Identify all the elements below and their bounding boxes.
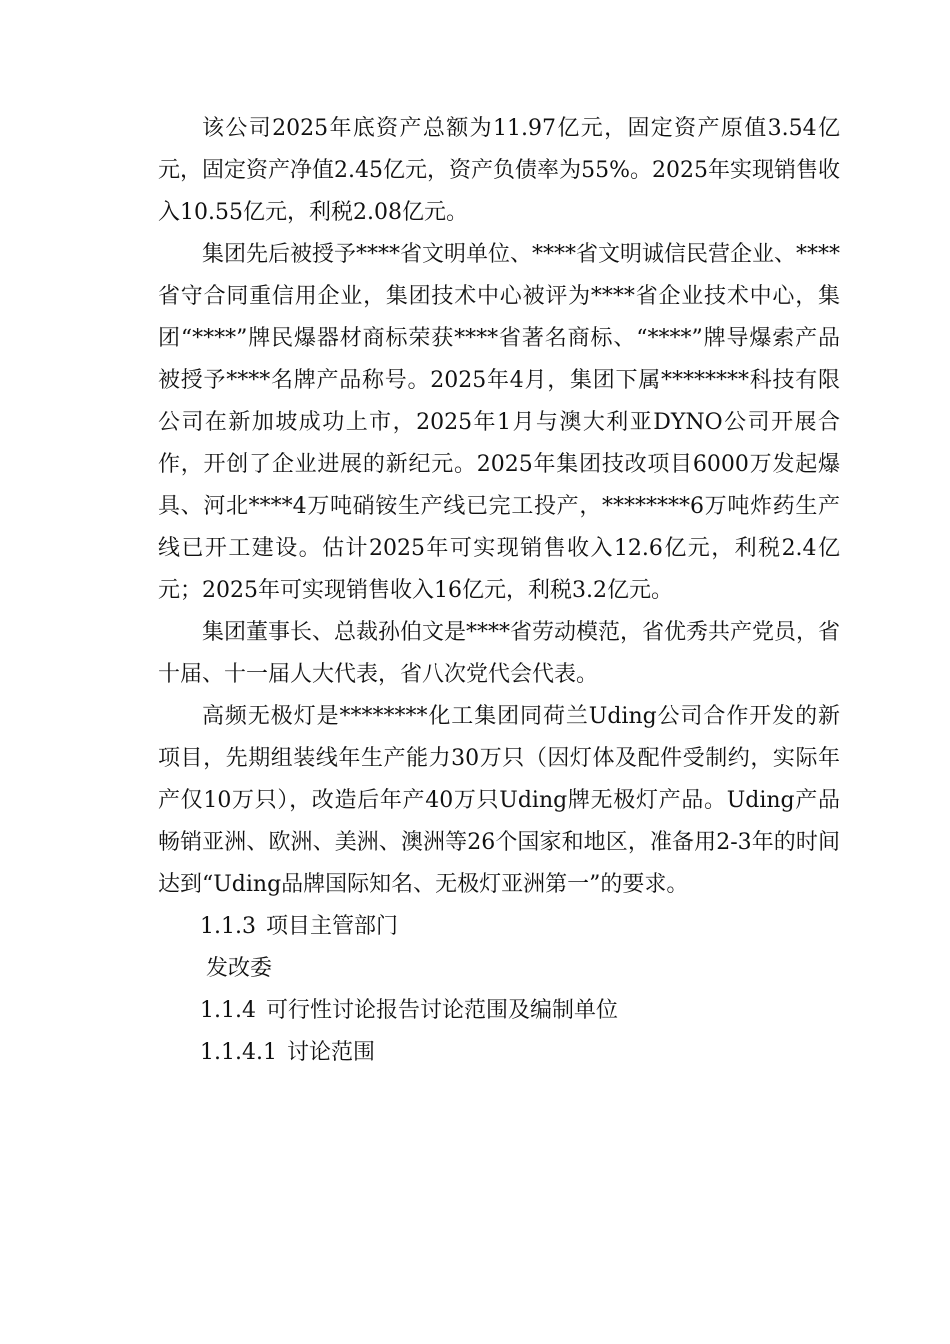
- section-number: 1.1.4.1: [200, 1040, 277, 1065]
- section-heading-1-1-4-1: [158, 1032, 840, 1074]
- section-body-authority: 发改委: [206, 956, 273, 981]
- section-number: 1.1.3: [200, 914, 256, 939]
- paragraph-group-honors: 集团先后被授予****省文明单位、****省文明诚信民营企业、****省守合同重信用企业，集团技术中心被评为****省企业技术中心，集团“****”牌民爆器材商标荣获****省著名商标、“****”牌导爆索产品被授予****名牌产品称号。2025年4月，集团下属********科技有限公司在新加坡成功上市，2025年1月与澳大利亚DYNO公司开展合作，开创了企业进展的新纪元。2025年集团技改项目6000万发起爆具、河北****4万吨硝铵生产线已完工投产，********6万吨炸药生产线已开工建设。估计2025年可实现销售收入12.6亿元，利税2.4亿元；2025年可实现销售收入16亿元，利税3.2亿元。: [158, 242, 841, 603]
- section-heading-1-1-3: [158, 906, 840, 948]
- section-title: 讨论范围: [286, 1040, 375, 1065]
- section-heading-1-1-4: [158, 990, 840, 1032]
- paragraph-lamp-project: 高频无极灯是********化工集团同荷兰Uding公司合作开发的新项目，先期组装线年生产能力30万只（因灯体及配件受制约，实际年产仅10万只），改造后年产40万只Uding牌无极灯产品。Uding产品畅销亚洲、欧洲、美洲、澳洲等26个国家和地区，准备用2-3年的时间达到“Uding品牌国际知名、无极灯亚洲第一”的要求。: [158, 704, 840, 897]
- document-body: [158, 108, 840, 1074]
- paragraph-company-assets: 该公司2025年底资产总额为11.97亿元，固定资产原值3.54亿元，固定资产净值2.45亿元，资产负债率为55%。2025年实现销售收入10.55亿元，利税2.08亿元。: [158, 116, 840, 225]
- paragraph-chairman: 集团董事长、总裁孙伯文是****省劳动模范，省优秀共产党员，省十届、十一届人大代表，省八次党代会代表。: [158, 620, 841, 687]
- section-number: 1.1.4: [200, 998, 256, 1023]
- section-title: 可行性讨论报告讨论范围及编制单位: [265, 998, 618, 1023]
- section-title: 项目主管部门: [265, 914, 398, 939]
